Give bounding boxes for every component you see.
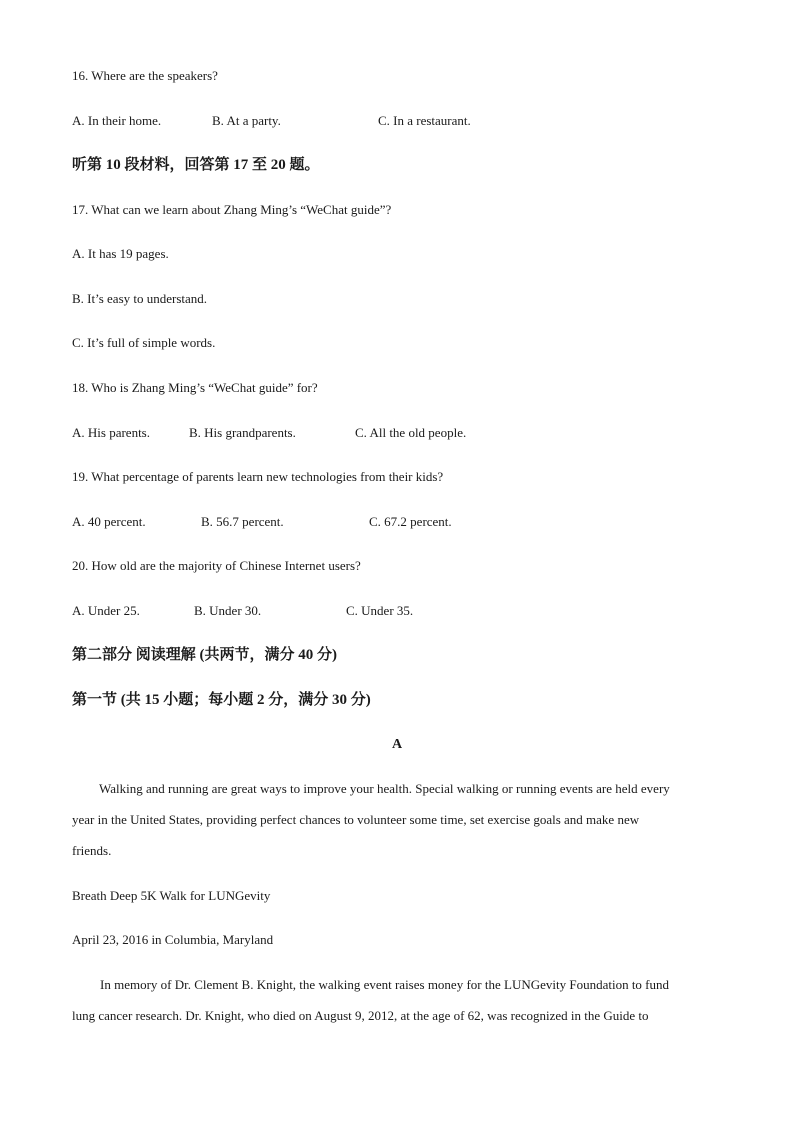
question-19: 19. What percentage of parents learn new technologies from their kids? xyxy=(72,469,444,484)
intro-line-3: friends. xyxy=(72,843,112,858)
q20-option-c: C. Under 35. xyxy=(346,603,414,618)
event-date: April 23, 2016 in Columbia, Maryland xyxy=(72,932,274,947)
q18-option-c: C. All the old people. xyxy=(355,425,467,440)
event-line-2: lung cancer research. Dr. Knight, who died on August 9, 2012, at the age of 62, was recognized in the Guide to xyxy=(72,1008,649,1023)
question-20: 20. How old are the majority of Chinese Internet users? xyxy=(72,558,361,573)
q19-option-a: A. 40 percent. xyxy=(72,514,146,529)
q16-option-b: B. At a party. xyxy=(212,113,281,128)
q20-option-b: B. Under 30. xyxy=(194,603,262,618)
section-1-heading: 第一节 (共 15 小题；每小题 2 分，满分 30 分) xyxy=(72,692,371,708)
event-line-1: In memory of Dr. Clement B. Knight, the walking event raises money for the LUNGevity Foundation to fund xyxy=(100,977,670,992)
intro-line-2: year in the United States, providing perfect chances to volunteer some time, set exercise goals and make new xyxy=(72,812,640,827)
q16-option-c: C. In a restaurant. xyxy=(378,113,471,128)
question-16: 16. Where are the speakers? xyxy=(72,68,218,83)
q19-option-b: B. 56.7 percent. xyxy=(201,514,284,529)
q18-option-a: A. His parents. xyxy=(72,425,150,440)
intro-line-1: Walking and running are great ways to improve your health. Special walking or running events are held every xyxy=(99,781,670,796)
q18-option-b: B. His grandparents. xyxy=(189,425,296,440)
question-18: 18. Who is Zhang Ming’s “WeChat guide” for? xyxy=(72,380,318,395)
q19-option-c: C. 67.2 percent. xyxy=(369,514,452,529)
q17-option-a: A. It has 19 pages. xyxy=(72,246,169,261)
q17-option-c: C. It’s full of simple words. xyxy=(72,335,216,350)
passage-label: A xyxy=(391,737,403,752)
q20-option-a: A. Under 25. xyxy=(72,603,140,618)
event-title: Breath Deep 5K Walk for LUNGevity xyxy=(72,888,271,903)
section-10-heading: 听第 10 段材料，回答第 17 至 20 题。 xyxy=(72,157,320,173)
question-17: 17. What can we learn about Zhang Ming’s “WeChat guide”? xyxy=(72,202,392,217)
q17-option-b: B. It’s easy to understand. xyxy=(72,291,208,306)
q16-option-a: A. In their home. xyxy=(72,113,162,128)
part-2-heading: 第二部分 阅读理解 (共两节，满分 40 分) xyxy=(72,647,337,663)
